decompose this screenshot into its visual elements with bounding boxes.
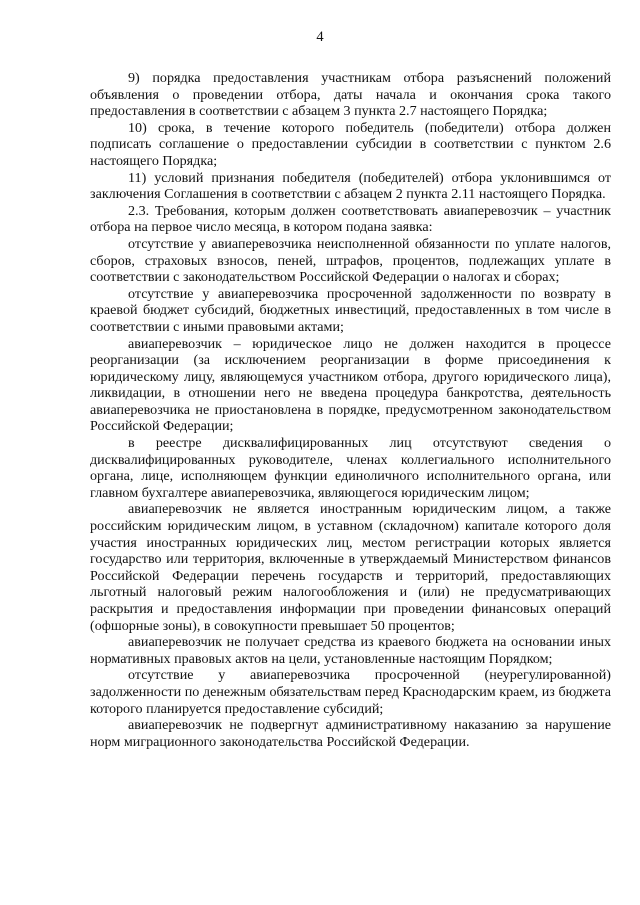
- paragraph-item-10: 10) срока, в течение которого победитель (победители) отбора должен подписать соглашение о предоставлении субсидии в соответствии с пунктом 2.6 настоящего Порядка;: [90, 119, 611, 169]
- paragraph-requirement-taxes: отсутствие у авиаперевозчика неисполненной обязанности по уплате налогов, сборов, страховых взносов, пеней, штрафов, процентов, подлежащих уплате в соответствии с законодательством Российской Федерации о налогах и сборах;: [90, 235, 611, 286]
- paragraph-item-9: 9) порядка предоставления участникам отбора разъяснений положений объявления о проведении отбора, даты начала и окончания срока такого предоставления в соответствии с абзацем 3 пункта 2.7 настоящего Порядка;: [90, 70, 611, 120]
- paragraph-requirement-overdue-debt: отсутствие у авиаперевозчика просроченной задолженности по возврату в краевой бюджет субсидий, бюджетных инвестиций, предоставленных в том числе в соответствии с иными правовыми актами;: [90, 285, 611, 335]
- paragraph-requirement-disqualified-persons: в реестре дисквалифицированных лиц отсутствуют сведения о дисквалифицированных руководителе, членах коллегиального исполнительного органа, лице, исполняющем функции единоличного исполнительного органа, или главном бухгалтере авиаперевозчика, являющегося юридическим лицом;: [90, 435, 611, 501]
- paragraph-requirement-foreign-entity: авиаперевозчик не является иностранным юридическим лицом, а также российским юридическим лицом, в уставном (складочном) капитале которого доля участия иностранных юридических лиц, местом регистрации которых является государство или территория, включенные в утверждаемый Министерством финансов Российской Федерации перечень государств и территорий, предоставляющих льготный налоговый режим налогообложения и (или) не предусматривающих раскрытия и предоставления информации при проведении финансовых операций (офшорные зоны), в совокупности превышает 50 процентов;: [90, 501, 611, 634]
- document-body: [90, 70, 611, 750]
- paragraph-section-2-3: 2.3. Требования, которым должен соответствовать авиаперевозчик – участник отбора на первое число месяца, в котором подана заявка:: [90, 202, 611, 236]
- paragraph-requirement-no-other-funds: авиаперевозчик не получает средства из краевого бюджета на основании иных нормативных правовых актов на цели, установленные настоящим Порядком;: [90, 634, 611, 667]
- paragraph-requirement-reorganization: авиаперевозчик – юридическое лицо не должен находится в процессе реорганизации (за исключением реорганизации в форме присоединения к юридическому лицу, являющемуся участником отбора, другого юридического лица), ликвидации, в отношении него не введена процедура банкротства, деятельность авиаперевозчика не приостановлена в порядке, предусмотренном законодательством Российской Федерации;: [90, 335, 611, 435]
- paragraph-requirement-migration-law: авиаперевозчик не подвергнут административному наказанию за нарушение норм миграционного законодательства Российской Федерации.: [90, 717, 611, 750]
- page-number: 4: [316, 29, 324, 45]
- paragraph-requirement-no-krai-debt: отсутствие у авиаперевозчика просроченной (неурегулированной) задолженности по денежным обязательствам перед Краснодарским краем, из бюджета которого планируется предоставление субсидий;: [90, 667, 611, 717]
- paragraph-item-11: 11) условий признания победителя (победителей) отбора уклонившимся от заключения Соглашения в соответствии с абзацем 2 пункта 2.11 настоящего Порядка.: [90, 169, 611, 203]
